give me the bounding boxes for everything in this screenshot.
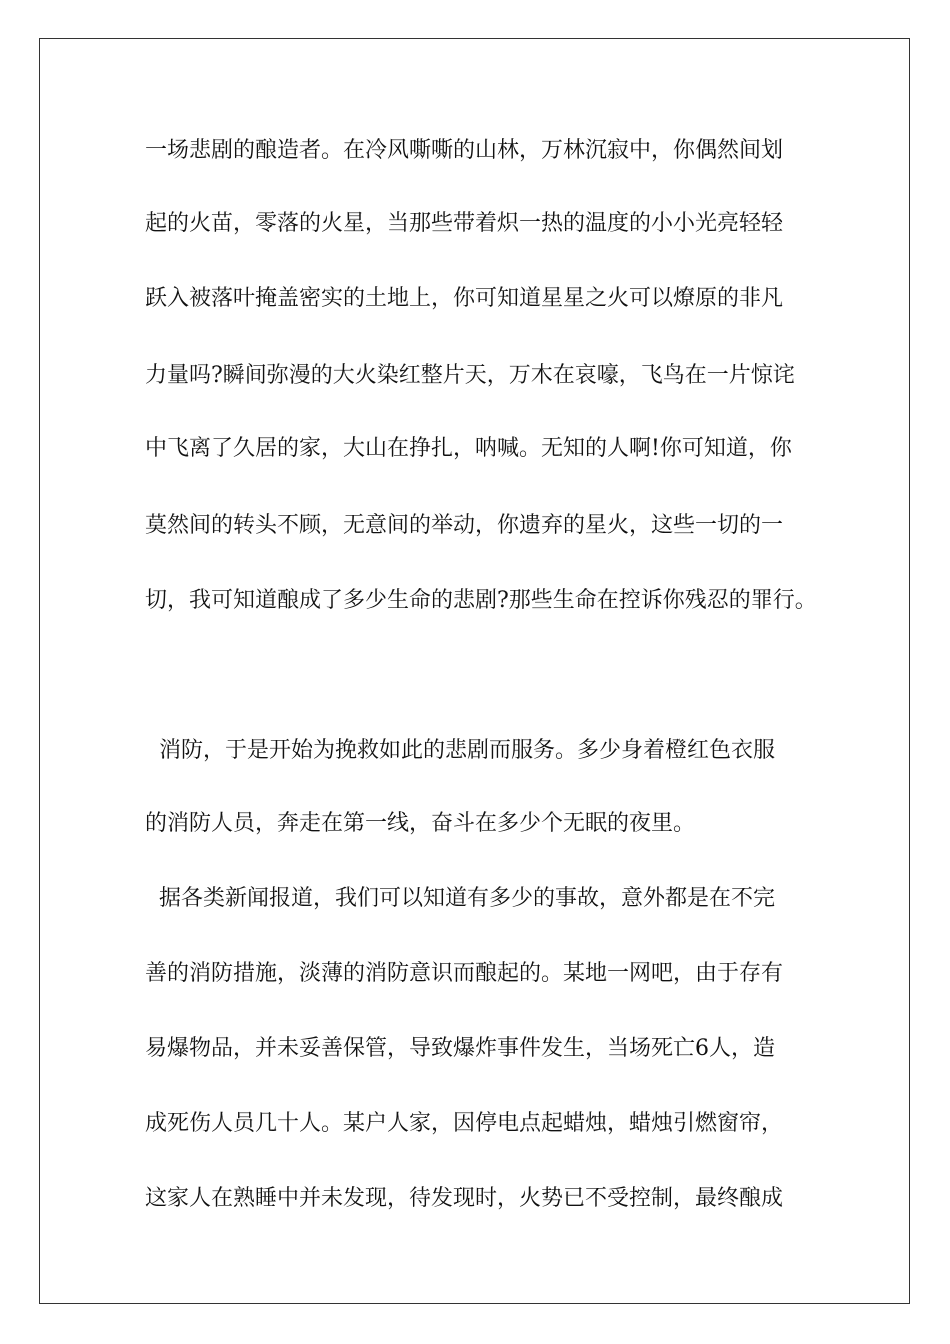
text-line: 莫然间的转头不顾，无意间的举动，你遗弃的星火，这些一切的一 — [145, 513, 784, 538]
text-line: 易爆物品，并未妥善保管，导致爆炸事件发生，当场死亡6人，造 — [145, 1036, 775, 1061]
text-line: 力量吗?瞬间弥漫的大火染红整片天，万木在哀嚎，飞鸟在一片惊诧 — [145, 363, 795, 388]
text-line: 起的火苗，零落的火星，当那些带着炽一热的温度的小小光亮轻轻 — [145, 211, 784, 236]
text-line: 成死伤人员几十人。某户人家，因停电点起蜡烛，蜡烛引燃窗帘， — [145, 1111, 784, 1136]
text-line: 这家人在熟睡中并未发现，待发现时，火势已不受控制，最终酿成 — [145, 1186, 784, 1211]
text-line: 善的消防措施，淡薄的消防意识而酿起的。某地一网吧，由于存有 — [145, 961, 784, 986]
text-line: 的消防人员，奔走在第一线，奋斗在多少个无眠的夜里。 — [145, 811, 696, 836]
text-line: 切，我可知道酿成了多少生命的悲剧?那些生命在控诉你残忍的罪行。 — [145, 588, 817, 613]
text-line: 中飞离了久居的家，大山在挣扎，呐喊。无知的人啊!你可知道，你 — [145, 436, 792, 461]
text-line: 一场悲剧的酿造者。在冷风嘶嘶的山林，万林沉寂中，你偶然间划 — [145, 138, 784, 163]
text-line: 跃入被落叶掩盖密实的土地上，你可知道星星之火可以燎原的非凡 — [145, 286, 784, 311]
text-line: 据各类新闻报道，我们可以知道有多少的事故，意外都是在不完 — [145, 886, 775, 911]
text-line: 消防，于是开始为挽救如此的悲剧而服务。多少身着橙红色衣服 — [145, 738, 775, 763]
